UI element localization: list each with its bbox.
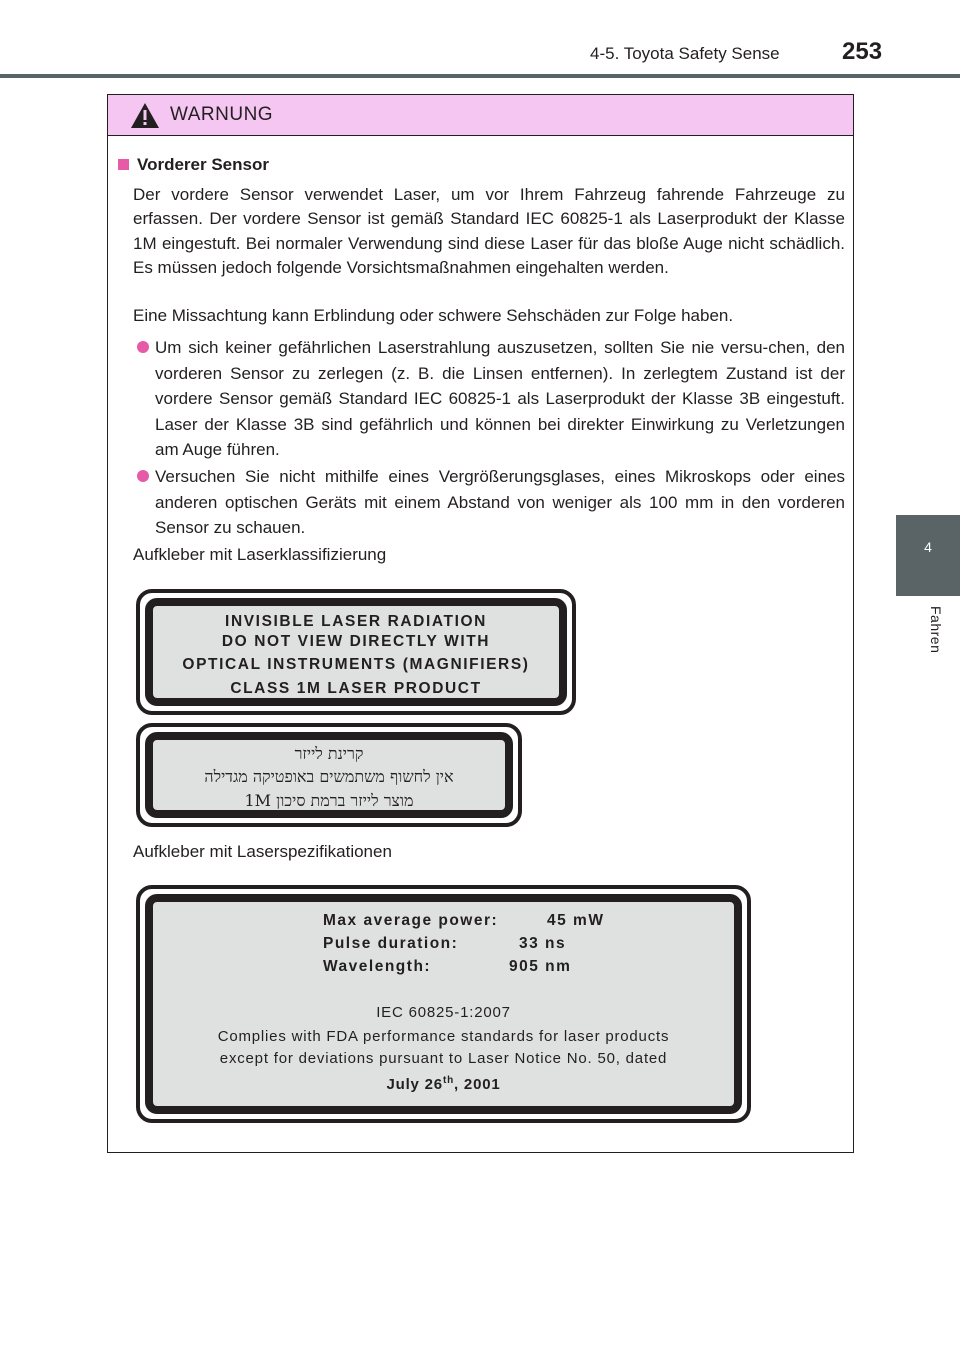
spec-value: 33 ns (519, 935, 567, 952)
label-line: קרינת לייזר (294, 744, 364, 763)
warning-title: WARNUNG (170, 104, 274, 125)
chapter-tab (896, 515, 960, 596)
section-title: 4-5. Toyota Safety Sense (590, 44, 780, 63)
spec-label: Max average power: (323, 912, 499, 929)
label-line: OPTICAL INSTRUMENTS (MAGNIFIERS) (182, 656, 530, 673)
caption-specifications: Aufkleber mit Laserspezifikationen (133, 842, 392, 861)
list-item: Versuchen Sie nicht mithilfe eines Vergrößerungsglases, eines Mikroskops oder eines anderen optischen Geräts mit einem Abstand von weniger als 100 mm in den vorderen Sensor zu schauen. (133, 464, 845, 541)
label-line: אין לחשוף משתמשים באופטיקה מגדילה (204, 767, 454, 786)
laser-spec-label (136, 885, 751, 1123)
bullet-icon (137, 341, 149, 353)
spec-value: 905 nm (509, 958, 572, 975)
chapter-label: Fahren (928, 606, 944, 654)
warning-header (108, 95, 853, 136)
chapter-number: 4 (924, 539, 932, 555)
spec-label: Wavelength: (323, 958, 432, 975)
label-line: DO NOT VIEW DIRECTLY WITH (221, 633, 491, 650)
spec-label: Pulse duration: (323, 935, 459, 952)
square-bullet-icon (118, 159, 129, 170)
consequence-sentence: Eine Missachtung kann Erblindung oder schwere Sehschäden zur Folge haben. (133, 306, 734, 325)
label-line: מוצר לייזר ברמת סיכון 1M (244, 791, 414, 810)
bullet-icon (137, 470, 149, 482)
compliance-text: Complies with FDA performance standards for laser products (217, 1028, 670, 1045)
warning-triangle-icon (130, 102, 160, 129)
warning-box (107, 94, 854, 1153)
label-line: INVISIBLE LASER RADIATION (225, 613, 487, 630)
page-number: 253 (842, 38, 883, 65)
compliance-date: July 26th, 2001 (386, 1075, 501, 1093)
spec-value: 45 mW (547, 912, 605, 929)
label-line: CLASS 1M LASER PRODUCT (230, 680, 482, 697)
section-heading: Vorderer Sensor (118, 155, 269, 175)
hebrew-laser-label (136, 723, 522, 827)
intro-paragraph: Der vordere Sensor verwendet Laser, um vor Ihrem Fahrzeug fahrende Fahrzeuge zu erfassen. Der vordere Sensor ist gemäß Standard IEC 60825-1 als Laserprodukt der Klasse 1M eingestuft. Bei normaler Verwendung sind diese Laser für das bloße Auge nicht schädlich. Es müssen jedoch folgende Vorsichtsmaßnahmen eingehalten werden. (133, 185, 845, 278)
caption-classification: Aufkleber mit Laserklassifizierung (133, 545, 387, 564)
laser-class-label (136, 589, 576, 715)
header-rule (0, 74, 960, 78)
list-item: Um sich keiner gefährlichen Laserstrahlung auszusetzen, sollten Sie nie versu-chen, den vorderen Sensor zu zerlegen (z. B. die Linsen entfernen). In zerlegtem Zustand ist der vordere Sensor gemäß Standard IEC 60825-1 als Laserprodukt der Klasse 3B eingestuft. Laser der Klasse 3B sind gefährlich und können bei direkter Einwirkung zu Verletzungen am Auge führen. (133, 335, 845, 463)
compliance-text: except for deviations pursuant to Laser Notice No. 50, dated (219, 1050, 668, 1067)
standard-text: IEC 60825-1:2007 (376, 1004, 511, 1021)
